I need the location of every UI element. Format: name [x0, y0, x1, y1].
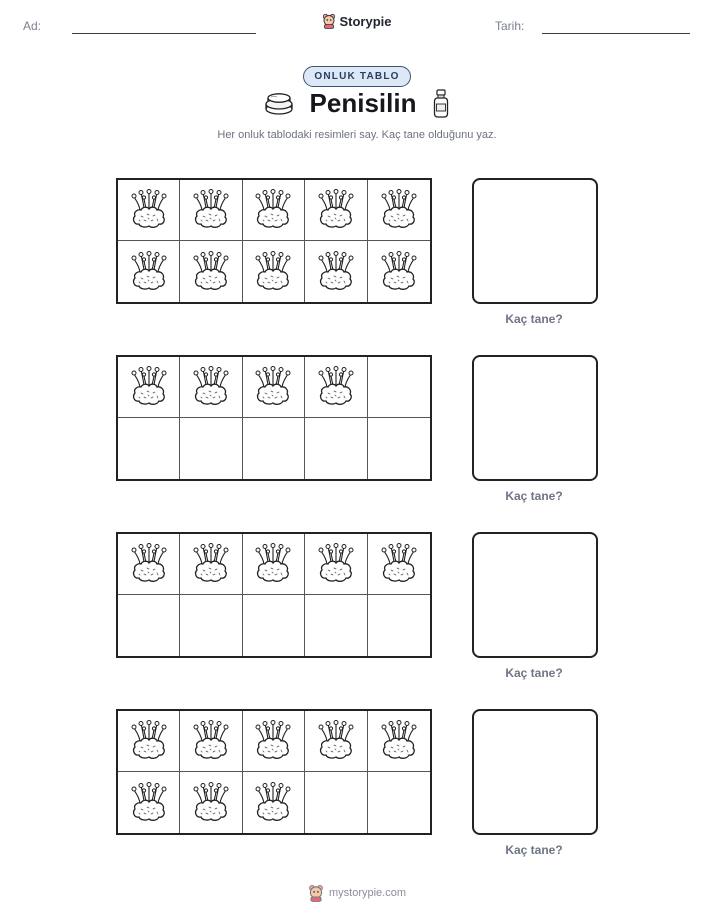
ten-frame-cell [368, 180, 430, 241]
ten-frame-cell [180, 241, 242, 302]
penicillin-mold-icon [129, 251, 169, 293]
ten-frame-cell [368, 241, 430, 302]
ten-frame-4 [116, 709, 432, 835]
date-label: Tarih: [495, 19, 525, 33]
ten-frame-cell [180, 595, 242, 656]
page-title: Penisilin [309, 88, 417, 118]
penicillin-mold-icon [253, 720, 293, 762]
penicillin-mold-icon [191, 189, 231, 231]
ten-frame-cell [180, 357, 242, 418]
penicillin-mold-icon [316, 366, 356, 408]
ten-frame-cell [243, 241, 305, 302]
ten-frame-cell [118, 595, 180, 656]
name-label: Ad: [23, 19, 42, 33]
ten-frame-cell [243, 534, 305, 595]
ten-frame-cell [118, 180, 180, 241]
footer [0, 884, 714, 902]
ten-frame-cell [243, 711, 305, 772]
penicillin-mold-icon [129, 189, 169, 231]
ten-frame-cell [368, 772, 430, 833]
petri-dish-icon [264, 90, 294, 118]
ten-frame-cell [243, 772, 305, 833]
ten-frame-cell [180, 180, 242, 241]
ten-frame-cell [243, 418, 305, 479]
name-line[interactable] [72, 33, 256, 34]
storypie-mascot-icon [308, 884, 324, 902]
penicillin-mold-icon [191, 782, 231, 824]
ten-frame-cell [305, 772, 367, 833]
penicillin-mold-icon [253, 782, 293, 824]
ten-frame-2 [116, 355, 432, 481]
penicillin-mold-icon [129, 782, 169, 824]
title-row [0, 88, 714, 119]
penicillin-mold-icon [191, 251, 231, 293]
ten-frame-cell [305, 711, 367, 772]
ten-frame-cell [305, 595, 367, 656]
ten-frame-cell [118, 357, 180, 418]
ten-frame-cell [180, 418, 242, 479]
penicillin-mold-icon [129, 720, 169, 762]
ten-frame-cell [118, 772, 180, 833]
answer-box-2[interactable] [472, 355, 598, 481]
penicillin-mold-icon [253, 189, 293, 231]
ten-frame-cell [243, 357, 305, 418]
ten-frame-cell [118, 534, 180, 595]
ten-frame-cell [368, 357, 430, 418]
storypie-mascot-icon [322, 13, 336, 29]
ten-frame-cell [180, 711, 242, 772]
penicillin-mold-icon [316, 189, 356, 231]
penicillin-mold-icon [253, 251, 293, 293]
penicillin-mold-icon [191, 366, 231, 408]
ten-frame-cell [118, 418, 180, 479]
ten-frame-1 [116, 178, 432, 304]
ten-frame-cell [305, 180, 367, 241]
penicillin-mold-icon [379, 543, 419, 585]
penicillin-mold-icon [191, 720, 231, 762]
medicine-vial-icon [432, 89, 450, 119]
brand-name: Storypie [339, 13, 392, 29]
brand [0, 13, 714, 29]
ten-frame-cell [368, 418, 430, 479]
penicillin-mold-icon [316, 720, 356, 762]
ten-frame-cell [368, 595, 430, 656]
ten-frame-cell [180, 534, 242, 595]
ten-frame-cell [243, 180, 305, 241]
penicillin-mold-icon [191, 543, 231, 585]
ten-frame-cell [180, 772, 242, 833]
ten-frame-cell [368, 711, 430, 772]
penicillin-mold-icon [129, 366, 169, 408]
ten-frame-cell [305, 534, 367, 595]
penicillin-mold-icon [379, 720, 419, 762]
penicillin-mold-icon [316, 543, 356, 585]
ten-frame-cell [243, 595, 305, 656]
instructions: Her onluk tablodaki resimleri say. Kaç tane olduğunu yaz. [217, 129, 497, 141]
answer-label: Kaç tane? [505, 312, 563, 326]
answer-box-3[interactable] [472, 532, 598, 658]
footer-url: mystorypie.com [328, 887, 407, 899]
penicillin-mold-icon [129, 543, 169, 585]
penicillin-mold-icon [253, 543, 293, 585]
worksheet-type-badge: ONLUK TABLO [303, 66, 410, 87]
ten-frame-cell [118, 241, 180, 302]
answer-label: Kaç tane? [505, 843, 563, 857]
ten-frame-3 [116, 532, 432, 658]
ten-frame-cell [305, 241, 367, 302]
answer-label: Kaç tane? [505, 489, 563, 503]
ten-frame-cell [118, 711, 180, 772]
answer-box-1[interactable] [472, 178, 598, 304]
ten-frame-cell [305, 418, 367, 479]
answer-label: Kaç tane? [505, 666, 563, 680]
penicillin-mold-icon [253, 366, 293, 408]
ten-frame-cell [305, 357, 367, 418]
penicillin-mold-icon [379, 189, 419, 231]
ten-frame-cell [368, 534, 430, 595]
penicillin-mold-icon [316, 251, 356, 293]
answer-box-4[interactable] [472, 709, 598, 835]
penicillin-mold-icon [379, 251, 419, 293]
date-line[interactable] [542, 33, 690, 34]
